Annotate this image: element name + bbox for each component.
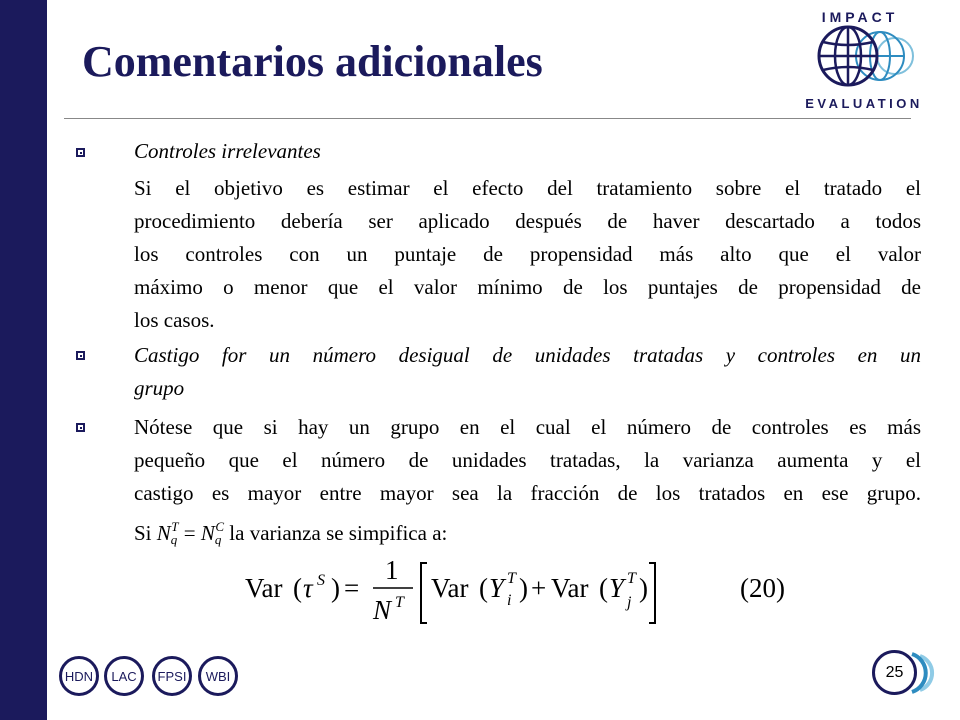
impact-evaluation-logo <box>800 4 928 116</box>
logo-top-text: IMPACT <box>821 9 899 25</box>
formula-func: Var <box>245 573 283 603</box>
bullet-2-line: Castigo for un número desigual de unidades tratadas y controles en un <box>134 343 921 367</box>
right-bracket <box>649 563 655 623</box>
bullet-3-last-line <box>134 510 921 556</box>
title-divider <box>64 118 911 119</box>
bullet-1-body-line: máximo o menor que el valor mínimo de los puntajes de propensidad de <box>134 275 921 299</box>
text-fragment: la varianza se simpifica a: <box>224 521 448 545</box>
footer-badge-wbi: WBI <box>198 656 238 696</box>
footer-badge-fpsi: FPSI <box>152 656 192 696</box>
bullet-square-icon <box>76 351 85 360</box>
formula-sup: T <box>507 570 516 587</box>
formula-var: Y <box>489 573 505 603</box>
formula-sup: S <box>317 572 325 589</box>
bullet-1-body-line: los controles con un puntaje de propensidad más alto que el valor <box>134 242 921 266</box>
formula-sup: T <box>395 594 404 611</box>
math-sup: C <box>215 519 225 534</box>
formula-plus: + <box>531 573 547 603</box>
variance-formula <box>245 555 805 627</box>
formula-paren: ( <box>479 573 488 603</box>
formula-paren: ( <box>599 573 608 603</box>
math-var: N <box>156 521 171 545</box>
footer-badge-lac: LAC <box>104 656 144 696</box>
formula-tau: τ <box>303 573 313 603</box>
formula-paren: ) <box>331 573 340 603</box>
formula-func: Var <box>551 573 589 603</box>
page-number: 25 <box>872 650 917 695</box>
formula-paren: ) <box>639 573 648 603</box>
formula-numerator: 1 <box>385 555 399 585</box>
formula-equals: = <box>344 573 360 603</box>
bullet-square-icon <box>76 148 85 157</box>
bullet-3-line: castigo es mayor entre mayor sea la fracción de los tratados en ese grupo. <box>134 481 921 505</box>
formula-var: Y <box>609 573 625 603</box>
equation-number: (20) <box>740 573 785 603</box>
bullet-1-heading: Controles irrelevantes <box>134 139 321 163</box>
slide-title: Comentarios adicionales <box>82 37 543 86</box>
globe-icon <box>819 27 913 85</box>
bullet-1-body-line: procedimiento debería ser aplicado después de haver descartado a todos <box>134 209 921 233</box>
bullet-square-icon <box>76 423 85 432</box>
formula-func: Var <box>431 573 469 603</box>
formula-paren: ) <box>519 573 528 603</box>
formula-sub: i <box>507 592 512 609</box>
bullet-3-line: pequeño que el número de unidades tratadas, la varianza aumenta y el <box>134 448 921 472</box>
formula-sup: T <box>627 570 636 587</box>
math-sub: q <box>214 532 222 547</box>
text-fragment: Si <box>134 521 157 545</box>
formula-sub: j <box>627 594 632 611</box>
math-var: N <box>200 521 215 545</box>
left-sidebar-bar <box>0 0 47 720</box>
bullet-1-body-line: los casos. <box>134 308 215 332</box>
math-sup: T <box>171 519 179 534</box>
formula-paren: ( <box>293 573 302 603</box>
formula-denominator: N <box>373 595 392 625</box>
left-bracket <box>421 563 427 623</box>
text-fragment: = <box>178 521 201 545</box>
math-sub: q <box>170 532 178 547</box>
bullet-1-body-line: Si el objetivo es estimar el efecto del tratamiento sobre el tratado el <box>134 176 921 200</box>
bullet-3-line: Nótese que si hay un grupo en el cual el número de controles es más <box>134 415 921 439</box>
logo-bottom-text: EVALUATION <box>805 96 923 111</box>
bullet-2-line: grupo <box>134 376 185 400</box>
footer-badge-hdn: HDN <box>59 656 99 696</box>
